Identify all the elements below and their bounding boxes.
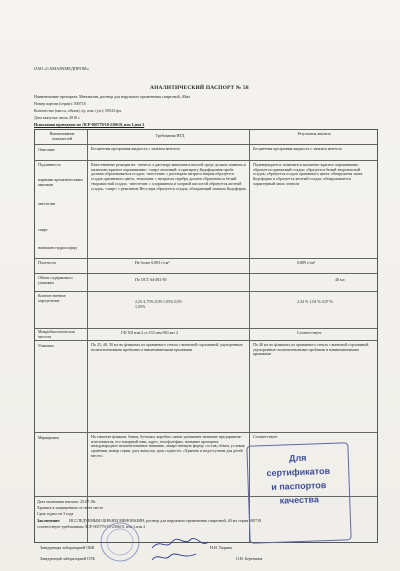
signer-name: Н.Н. Тюрина: [210, 545, 233, 550]
spec-line: Испытания проведены по ЛСР-005779/10-230610, изм 1,изм 2: [34, 122, 145, 127]
micro-req: ГФ XII изм.2 ст.153 изм.963 кат 2: [121, 331, 178, 335]
row-res-description: Бесцветная прозрачная жидкость с запахом ментола: [253, 147, 342, 151]
stamp-line-1: Для: [288, 452, 307, 464]
density-res: 0,889 г/см³: [297, 261, 316, 265]
row-sub-spirit: спирт: [38, 228, 48, 232]
row-res-packaging: По 40 мл во флаконах из оранжевого стекла с винтовой горловиной, укупоренные полиэтиленовыми пробками и навинчиваемыми крышками: [253, 343, 370, 357]
row-name-marking: Маркировка: [38, 436, 59, 440]
micro-res: Соответствует: [297, 331, 322, 335]
batch-line: Номер партии (серии): 500718: [34, 101, 86, 106]
storage-note: Хранить в защищенном от света месте: [37, 506, 103, 510]
row-name-identity: Подлинность: [38, 163, 61, 167]
stamp-line-2: сертификатов: [266, 465, 331, 479]
col-header-req: Требования НТД: [155, 134, 185, 138]
row-sub-anesthesin: анестезин: [38, 202, 55, 206]
row-req-packaging: По 25, 40, 50 мл во флаконах из оранжевого стекла с винтовой горловиной, укупоренные полиэтиленовыми пробками и навинчиваемыми крышками: [91, 343, 243, 352]
volume-req: По ОСТ 64-492-85: [135, 278, 167, 282]
col-header-name: Наименование показателей: [49, 132, 75, 141]
manager-name: О.Н. Березкина: [236, 556, 263, 561]
conclusion-text-2: соответствует требованиям ЛСР-005779/10-230610, изм 1,изм 2: [37, 525, 146, 529]
analysis-date: Дата окончания анализа: 25.07.18г: [37, 500, 96, 504]
quantity-line: Количество (масса, объем), ед. изм. (уп.): 69523 фл.: [34, 108, 122, 113]
stamp-line-3: и паспортов: [271, 480, 327, 492]
conclusion-label: Заключение:: [37, 519, 61, 523]
row-name-quant: Количественное определение: [38, 294, 66, 303]
shelf-life: Срок годности 3 года: [37, 512, 74, 516]
manager-title: Заведующий лабораторией ОТК: [40, 556, 95, 561]
signer-title: Заведующая лабораторией ОКК: [40, 545, 95, 550]
product-line: Наименование препарата: Меновазин, раствор для наружного применения спиртовой, 40мл: [34, 94, 191, 99]
signature-2: [150, 550, 200, 564]
quality-stamp: [246, 442, 351, 544]
page-title: АНАЛИТИЧЕСКИЙ ПАСПОРТ № 58: [150, 85, 249, 91]
row-name-density: Плотность: [38, 261, 57, 265]
row-req-description: Бесцветная прозрачная жидкость с запахом ментола: [91, 147, 180, 151]
row-name-packaging: Упаковка: [38, 344, 54, 348]
date-line: Дата выпуска: июль 2018 г.: [34, 115, 81, 120]
row-sub-novocaine: новокаин гидрохлорид: [38, 246, 77, 250]
row-res-marking: Соответствует: [253, 435, 278, 439]
row-req-identity: Качественные реакции на: -ментол: к раствору ванилина в кислой среде должно появиться малиново-красное окрашивание; -спирт этиловый: к препарату йодоформная проба должна образовываться осадок; -анестезин: с раствором нитрита натрия образуется осадок оранжевого цвета; -новокаин: с нитратом серебра должен образоваться белый творожистый осадок; -анестезин: с хлорамином и хлорной кислотой образуется желтый осадок; -спирт: с реактивом Несслера образуется осадок, обладающий запахом йодоформа: [91, 163, 246, 191]
conclusion-text: ИССЛЕДУЕМЫЙ ОБРАЗЕЦ МЕНОВАЗИН, раствор для наружного применения спиртовой, 40 мл серии 500718: [69, 519, 262, 523]
row-req-marking: На этикетке флакона, банки, бутылки, коробки, пачки указывают название предприятия-изготовителя, его товарный знак, адрес, телефон/факс, название препарата, международное непатентованное название, лекарственную форму, состав, объем, условия хранения, номер серии, дату выпуска, срок годности, «Хранить в недоступном для детей месте»: [91, 435, 245, 458]
round-seal: [98, 520, 142, 564]
volume-res: 40 мл: [335, 278, 345, 282]
stamp-line-4: качества: [279, 494, 320, 506]
row-sub-aromatic: парными ароматическими аминами: [38, 178, 83, 187]
row-name-description: Описание: [38, 148, 55, 152]
quant-req: 2,25-2,75% 0,95-1,05% 0,95-1,05%: [135, 300, 183, 309]
row-name-micro: Микробиологическая чистота: [38, 330, 75, 339]
col-header-res: Результаты анализа: [297, 132, 331, 136]
org-name: ОАО «САМАРАМЕДПРОМ»: [34, 66, 89, 71]
quant-res: 2,34 % 1,04 % 0,97 %: [297, 300, 333, 304]
density-req: Не более 0,893 г/см³: [135, 261, 170, 265]
row-name-volume: Объем содержимого упаковки: [38, 276, 73, 285]
row-res-identity: Подтверждается: появляется малиново-красное окрашивание; образуется оранжевый осадок; образуется белый творожистый осадок; образуется осадок оранжевого цвета; обнаружены запах йодоформа и образуется желтый осадок; обнаруживается характерный запах этанола: [253, 163, 363, 186]
